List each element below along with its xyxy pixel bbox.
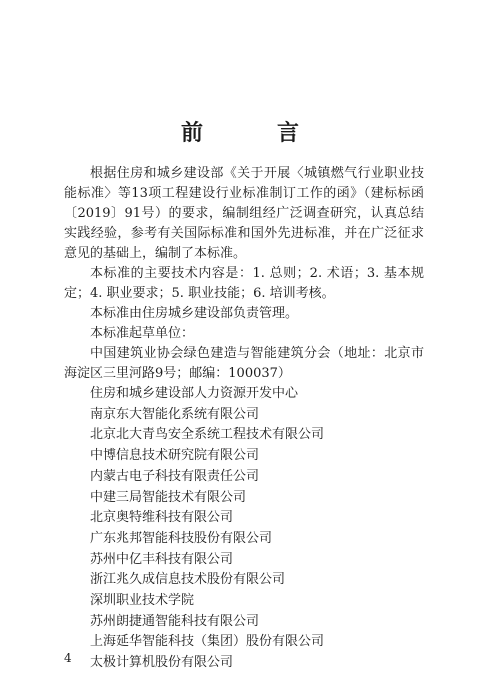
paragraph-background: 根据住房和城乡建设部《关于开展〈城镇燃气行业职业技能标准〉等13项工程建设行业标准制订工作的函》（建标标函〔2019〕91号）的要求，编制组经广泛调查研究，认真总结实践经验，参考有关国际标准和国外先进标准，并在广泛征求意见的基础上，编制了本标准。 xyxy=(64,166,424,261)
preface-title: 前 言 xyxy=(180,120,325,146)
organization-item: 广东兆邦智能科技股份有限公司 xyxy=(90,530,273,546)
organization-item: 中博信息技术研究院有限公司 xyxy=(90,448,260,464)
organization-item: 太极计算机股份有限公司 xyxy=(90,655,234,671)
paragraph-management: 本标准由住房城乡建设部负责管理。 xyxy=(90,306,299,321)
organization-item: 南京东大智能化系统有限公司 xyxy=(90,406,260,422)
organization-item: 苏州朗捷通智能科技有限公司 xyxy=(90,613,260,629)
organization-item: 上海延华智能科技（集团）股份有限公司 xyxy=(90,634,325,650)
organization-item: 住房和城乡建设部人力资源开发中心 xyxy=(90,386,299,401)
lead-organization-address: 中国建筑业协会绿色建造与智能建筑分会（地址：北京市海淀区三里河路9号；邮编：100037） xyxy=(64,346,424,381)
preface-body xyxy=(64,164,424,674)
organization-item: 浙江兆久成信息技术股份有限公司 xyxy=(90,572,286,588)
paragraph-technical-content: 本标准的主要技术内容是：1. 总则；2. 术语；3. 基本规定；4. 职业要求；5. 职业技能；6. 培训考核。 xyxy=(64,266,424,301)
organization-item: 苏州中亿丰科技有限公司 xyxy=(90,551,234,567)
organization-list xyxy=(64,384,424,674)
organization-item: 中建三局智能技术有限公司 xyxy=(90,489,247,505)
organization-item: 北京奥特维科技有限公司 xyxy=(90,510,234,526)
organization-item: 内蒙古电子科技有限责任公司 xyxy=(90,468,260,484)
page-number: 4 xyxy=(64,651,72,665)
paragraph-drafting-units-heading: 本标准起草单位： xyxy=(90,326,195,341)
organization-item: 深圳职业技术学院 xyxy=(90,593,195,609)
organization-item: 北京北大青鸟安全系统工程技术有限公司 xyxy=(90,427,325,443)
